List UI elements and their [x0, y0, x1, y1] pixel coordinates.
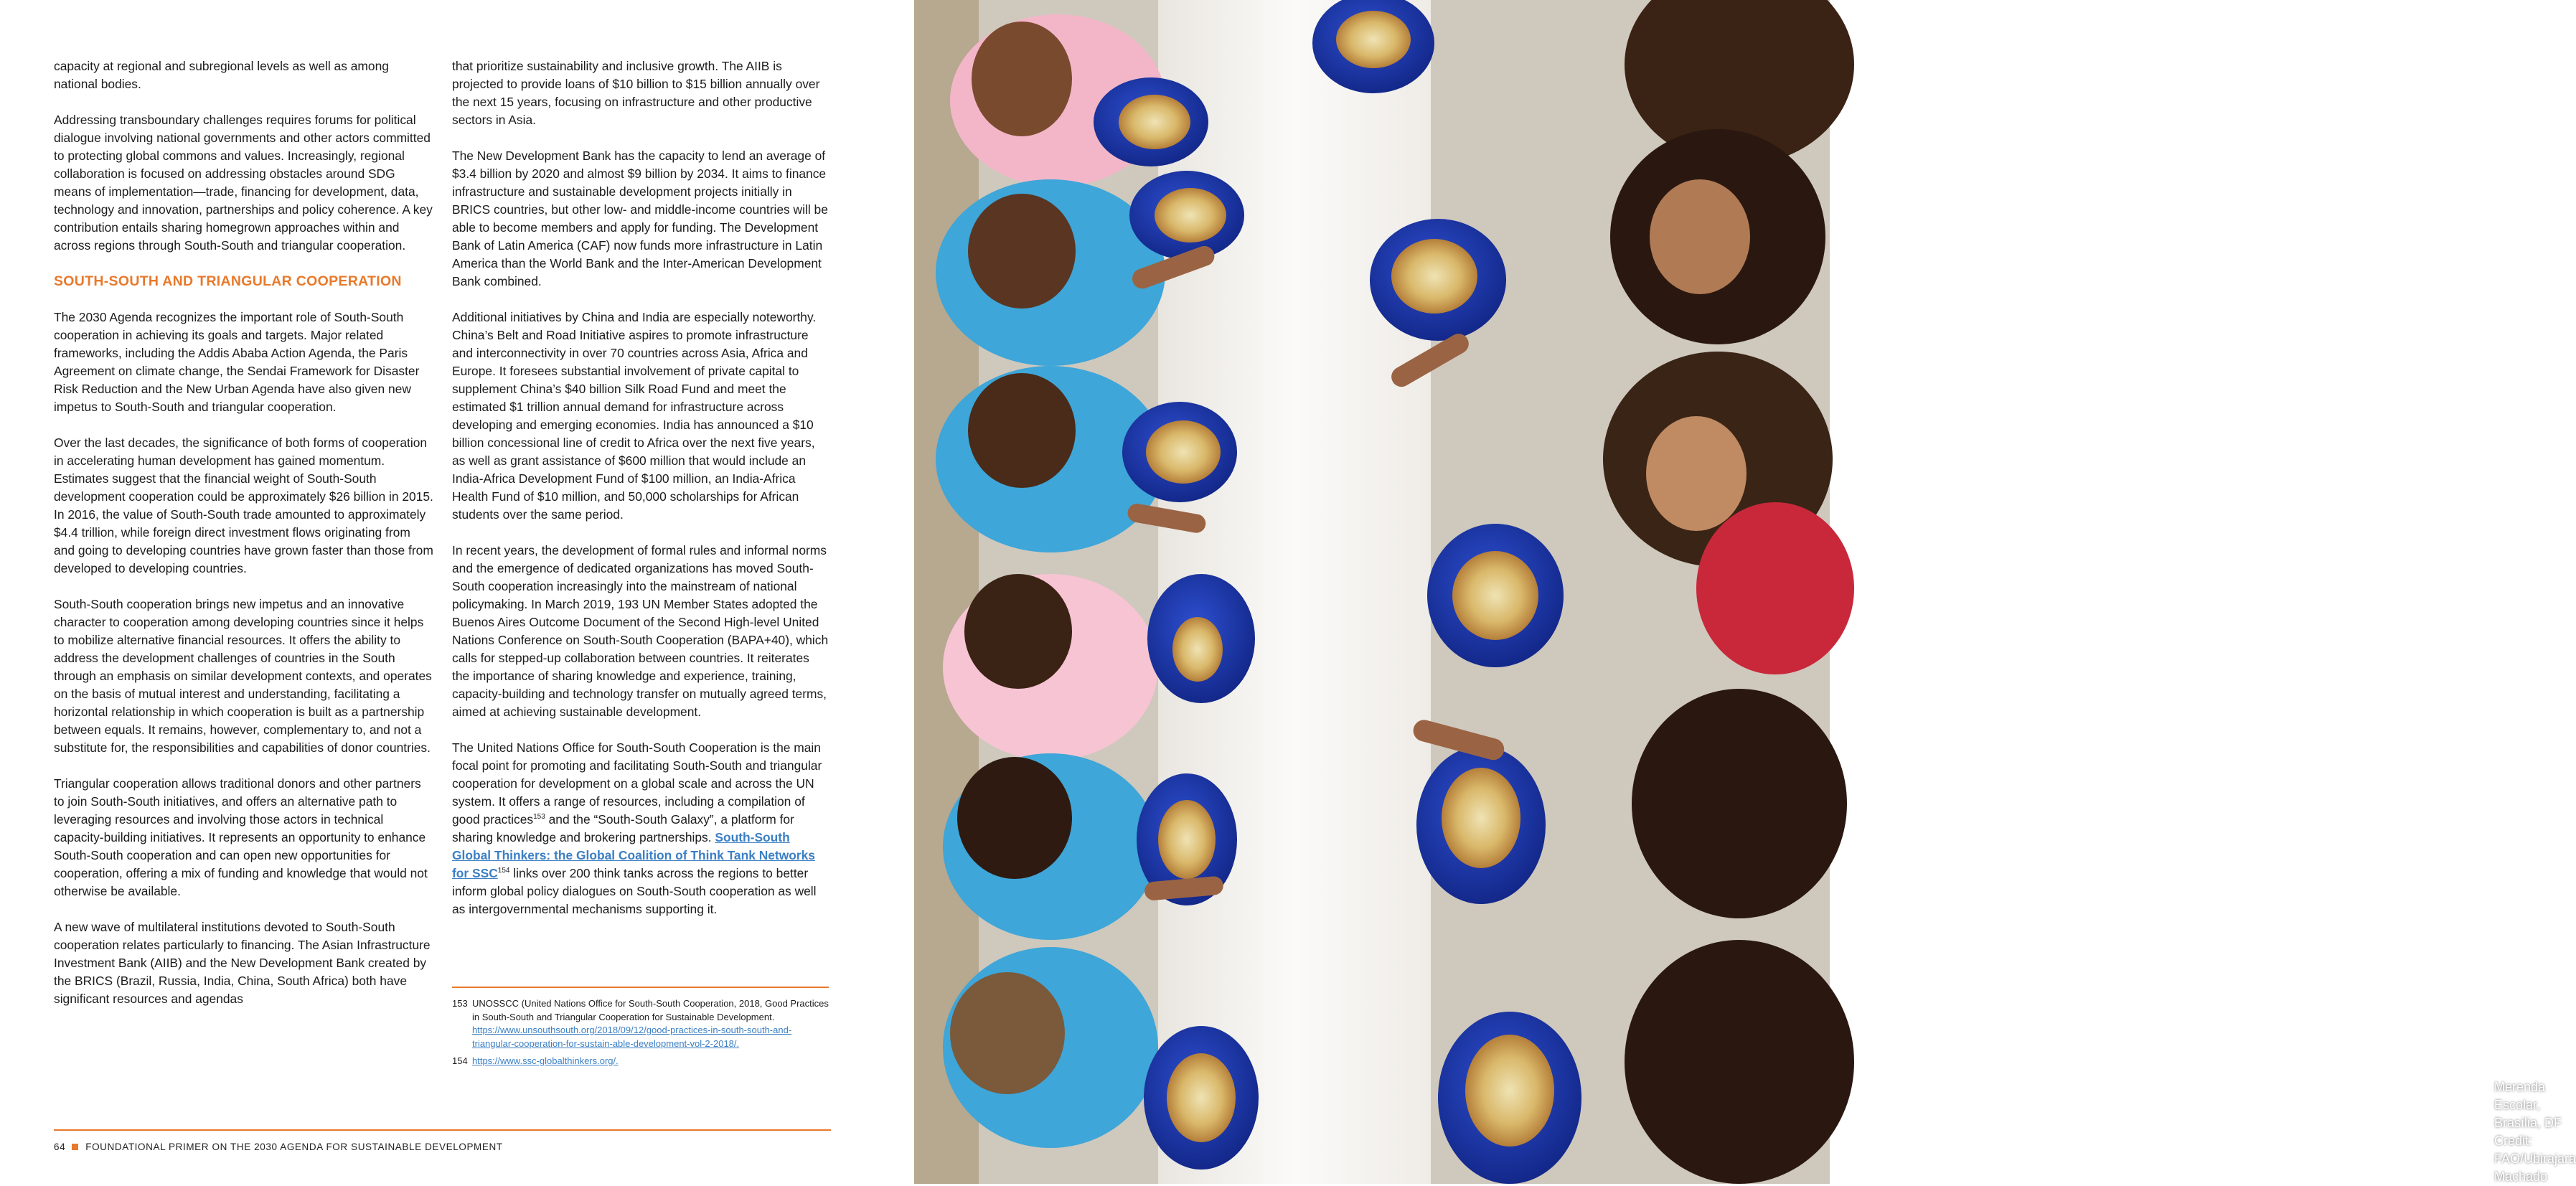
caption-location: Merenda Escolar, Brasília, DF: [2494, 1080, 2562, 1130]
paragraph: Additional initiatives by China and India are especially noteworthy. China’s Belt and Road Initiative aspires to promote infrastructure and interconnectivity in over 70 countries across Asia, Africa and Europe. It foresees substantial involvement of private capital to supplement China’s $40 billion Silk Road Fund and meet the estimated $1 trillion annual demand for infrastructure across developing and emerging economies. India has announced a $10 billion concessional line of credit to Africa over the next five years, as well as grant assistance of $600 million that would include an India-Africa Development Fund of $100 million, an India-Africa Health Fund of $10 million, and 50,000 scholarships for African students over the same period.: [452, 310, 817, 522]
paragraph: Over the last decades, the significance of both forms of cooperation in accelerating human development has gained momentum. Estimates suggest that the financial weight of South-South development cooperation could be approximately $26 billion in 2015. In 2016, the value of South-South trade amounted to approximately $4.4 trillion, while foreign direct investment flows originating from and going to developing countries have grown faster than those from developed to developing countries.: [54, 436, 433, 575]
paragraph: In recent years, the development of formal rules and informal norms and the emergence of dedicated organizations has moved South-South cooperation increasingly into the mainstream of national policymaking. In March 2019, 193 UN Member States adopted the Buenos Aires Outcome Document of the Second High-level United Nations Conference on South-South Cooperation (BAPA+40), which calls for stepped-up collaboration between countries. It reiterates the importance of sharing knowledge and experience, training, capacity-building and technology transfer on mutually agreed terms, aimed at achieving sustainable development.: [452, 543, 829, 719]
caption-credit: Credit: FAO/Ubirajara Machado: [2494, 1134, 2576, 1184]
footnote-ref-154[interactable]: 154: [497, 867, 510, 875]
paragraph: that prioritize sustainability and inclusive growth. The AIIB is projected to provide loans of $10 billion to $15 billion annually over the next 15 years, focusing on infrastructure and other productive sectors in Asia.: [452, 59, 820, 127]
section-heading: SOUTH-SOUTH AND TRIANGULAR COOPERATION: [54, 273, 402, 289]
footnote-link[interactable]: https://www.unsouthsouth.org/2018/09/12/good-practices-in-south-south-and-triangular-cooperation-for-sustain-able-development-vol-2-2018/.: [472, 1025, 792, 1049]
paragraph-unossc: [452, 739, 829, 918]
footnotes: [452, 997, 829, 1073]
photo-caption: [2494, 1078, 2576, 1186]
paragraph: A new wave of multilateral institutions devoted to South-South cooperation relates particularly to financing. The Asian Infrastructure Investment Bank (AIIB) and the New Development Bank created by the BRICS (Brazil, Russia, India, China, South Africa) both have significant resources and agendas: [54, 920, 431, 1006]
text-run: and the “South-South Galaxy”, a platform for sharing knowledge and brokering partnerships.: [452, 812, 794, 844]
publication-title: FOUNDATIONAL PRIMER ON THE 2030 AGENDA FOR SUSTAINABLE DEVELOPMENT: [85, 1142, 503, 1152]
paragraph: The New Development Bank has the capacity to lend an average of $3.4 billion by 2020 and almost $9 billion by 2034. It aims to finance infrastructure and sustainable development projects initially in BRICS countries, but other low- and middle-income countries will be able to become members and apply for funding. The Development Bank of Latin America (CAF) now funds more infrastructure in Latin America than the World Bank and the Inter-American Development Bank combined.: [452, 149, 828, 288]
text-run: The United Nations Office for South-South Cooperation is the main focal point for promoting and facilitating South-South and triangular cooperation for development on a global scale and across the UN system. It offers a range of resources, including a compilation of good practices: [452, 740, 822, 827]
right-text-column: [452, 57, 829, 936]
photo-children-eating: [914, 0, 2576, 1184]
footnote-text: UNOSSCC (United Nations Office for South-South Cooperation, 2018, Good Practices in South-South and Triangular Cooperation for Sustainable Development.: [472, 998, 829, 1022]
footnote-link[interactable]: https://www.ssc-globalthinkers.org/.: [472, 1055, 619, 1066]
footnote-153: [452, 997, 829, 1050]
footnote-ref-153[interactable]: 153: [533, 813, 545, 822]
square-bullet-icon: [72, 1144, 78, 1150]
text-run: links over 200 think tanks across the regions to better inform global policy dialogues on South-South cooperation as well as intergovernmental mechanisms supporting it.: [452, 866, 817, 916]
footnote-number: 153: [452, 998, 468, 1009]
photo-illustration: [914, 0, 1830, 1184]
footnote-divider: [452, 987, 829, 988]
footnote-number: 154: [452, 1055, 468, 1066]
paragraph: The 2030 Agenda recognizes the important role of South-South cooperation in achieving its goals and targets. Major related frameworks, including the Addis Ababa Action Agenda, the Paris Agreement on climate change, the Sendai Framework for Disaster Risk Reduction and the New Urban Agenda have also given new impetus to South-South and triangular cooperation.: [54, 310, 420, 414]
paragraph: Triangular cooperation allows traditional donors and other partners to join South-South initiatives, and offers an alternative path to leveraging resources and involving those actors in technical capacity-building initiatives. It represents an opportunity to enhance South-South cooperation and can open new opportunities for cooperation, offering a mix of funding and knowledge that would not otherwise be available.: [54, 776, 428, 898]
paragraph: South-South cooperation brings new impetus and an innovative character to cooperation among developing countries since it helps to mobilize alternative financial resources. It offers the ability to address the development challenges of countries in the South through an emphasis on similar development contexts, and operates on the basis of mutual interest and understanding, facilitating a horizontal relationship in which cooperation is built as a partnership between equals. It remains, however, complementary to, and not a substitute for, the responsibilities and capabilities of donor countries.: [54, 597, 432, 755]
paragraph: Addressing transboundary challenges requires forums for political dialogue involving national governments and other actors committed to protecting global commons and values. Increasingly, regional collaboration is focused on addressing obstacles around SDG means of implementation—trade, financing for development, data, technology and innovation, partnerships and policy coherence. A key contribution entails sharing homegrown approaches within and across regions through South-South and triangular cooperation.: [54, 113, 433, 253]
global-thinkers-link[interactable]: South-South Global Thinkers: the Global Coalition of Think Tank Networks for SSC: [452, 830, 815, 880]
page-number: 64: [54, 1142, 66, 1152]
left-text-column: [54, 57, 434, 1026]
page-footer: [54, 1142, 503, 1152]
footer-divider: [54, 1129, 831, 1131]
paragraph: capacity at regional and subregional levels as well as among national bodies.: [54, 59, 389, 91]
footnote-154: [452, 1055, 829, 1068]
